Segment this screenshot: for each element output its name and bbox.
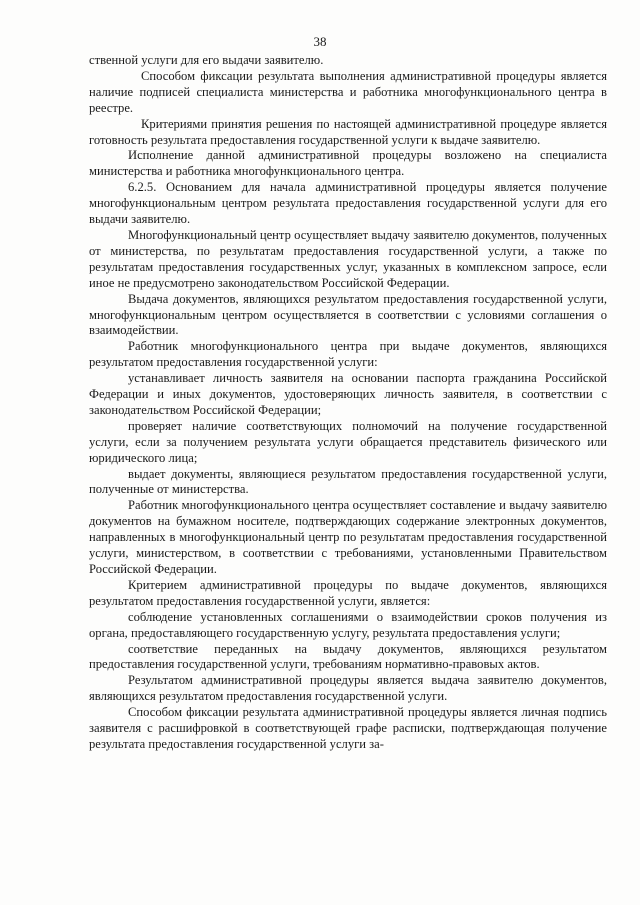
list-item-check-authority: проверяет наличие соответствующих полномочий на получение государственной услуги, если за получением результата услуги обращается представитель физического или юридического лица;: [89, 418, 607, 465]
paragraph-continuation: ственной услуги для его выдачи заявителю.: [89, 53, 324, 67]
paragraph-mfc-worker-duties: Работник многофункционального центра при выдаче документов, являющихся результатом предоставления государственной услуги:: [89, 339, 607, 370]
paragraph-fixation-method: Способом фиксации результата выполнения административной процедуры является наличие подписей специалиста министерства и работника многофункционального центра в реестре.: [89, 68, 607, 115]
list-item-identify-applicant: устанавливает личность заявителя на основании паспорта гражданина Российской Федерации и иных документов, удостоверяющих личность заявителя, в соответствии с законодательством Российской Федерации;: [89, 371, 607, 417]
paragraph-issuance-criterion: Критерием административной процедуры по выдаче документов, являющихся результатом предоставления государственной услуги, является:: [89, 577, 607, 608]
paragraph-procedure-result: Результатом административной процедуры является выдача заявителю документов, являющихся результатом предоставления государственной услуги.: [89, 673, 607, 704]
paragraph-mfc-issuance: Многофункциональный центр осуществляет выдачу заявителю документов, полученных от министерства, по результатам предоставления государственной услуги, а также по результатам предоставления государственных услуг, указанных в комплексном запросе, если иное не предусмотрено законодательством Российской Федерации.: [89, 227, 607, 290]
list-item-compliance: соответствие переданных на выдачу документов, являющихся результатом предоставления государственной услуги, требованиям нормативно-правовых актов.: [89, 641, 607, 672]
paragraph-section-6-2-5: 6.2.5. Основанием для начала административной процедуры является получение многофункциональным центром результата предоставления государственной услуги для его выдачи заявителю.: [89, 180, 607, 227]
document-body: [89, 53, 607, 753]
paragraph-execution: Исполнение данной административной процедуры возложено на специалиста министерства и работника многофункционального центра.: [89, 148, 607, 179]
paragraph-paper-documents: Работник многофункционального центра осуществляет составление и выдачу заявителю документов на бумажном носителе, подтверждающих содержание электронных документов, направленных в многофункциональный центр по результатам предоставления государственной услуги, министерством, в соответствии с требованиями, установленными Правительством Российской Федерации.: [89, 498, 607, 576]
list-item-issue-documents: выдает документы, являющиеся результатом предоставления государственной услуги, полученные от министерства.: [89, 466, 607, 497]
paragraph-result-fixation: Способом фиксации результата административной процедуры является личная подпись заявителя с расшифровкой в соответствующей графе расписки, подтверждающая получение результата предоставления государственной услуги за-: [89, 705, 607, 751]
page-number: 38: [313, 34, 327, 49]
list-item-deadlines: соблюдение установленных соглашениями о взаимодействии сроков получения из органа, предоставляющего государственную услугу, результата предоставления услуги;: [89, 609, 607, 640]
paragraph-issuance-agreement: Выдача документов, являющихся результатом предоставления государственной услуги, многофункциональным центром осуществляется в соответствии с условиями соглашения о взаимодействии.: [89, 291, 607, 338]
paragraph-decision-criteria: Критериями принятия решения по настоящей административной процедуре является готовность результата предоставления государственной услуги к выдаче заявителю.: [89, 116, 607, 147]
